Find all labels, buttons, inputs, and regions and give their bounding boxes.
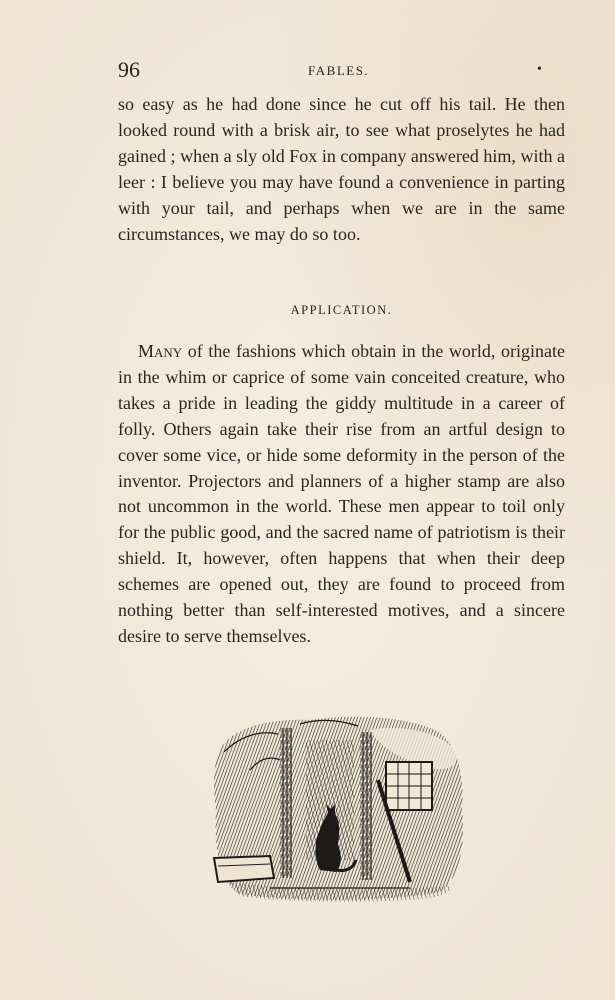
page-header xyxy=(118,57,542,83)
header-mark: • xyxy=(537,62,542,77)
fable-paragraph: so easy as he had done since he cut off his tail. He then looked round with a brisk air, to see what proselytes he had gained ; when a sly old Fox in company answered him, with a leer : I believe you may have found a convenience in parting with your tail, and perhaps when we are in the same circumstances, we may do so too. xyxy=(118,94,565,244)
paragraph-first-word: Many xyxy=(138,341,183,361)
running-head: FABLES. xyxy=(308,63,370,78)
section-heading: APPLICATION. xyxy=(290,303,393,317)
woodcut-illustration xyxy=(210,710,468,902)
application-paragraph xyxy=(118,339,565,650)
paragraph-text: of the fashions which obtain in the world, originate in the whim or caprice of some vain conceited creature, who takes a pride in leading the giddy multitude in a career of folly. Others again take their rise from an artful design to cover some vice, or hide some deformity in the person of the inventor. Projectors and planners of a higher stamp are also not uncommon in the world. These men appear to toil only for the public good, and the sacred name of patriotism is their shield. It, however, often happens that when their deep schemes are opened out, they are found to proceed from nothing better than self-interested motives, and a sincere desire to serve themselves. xyxy=(118,341,565,646)
page-number: 96 xyxy=(118,57,140,82)
